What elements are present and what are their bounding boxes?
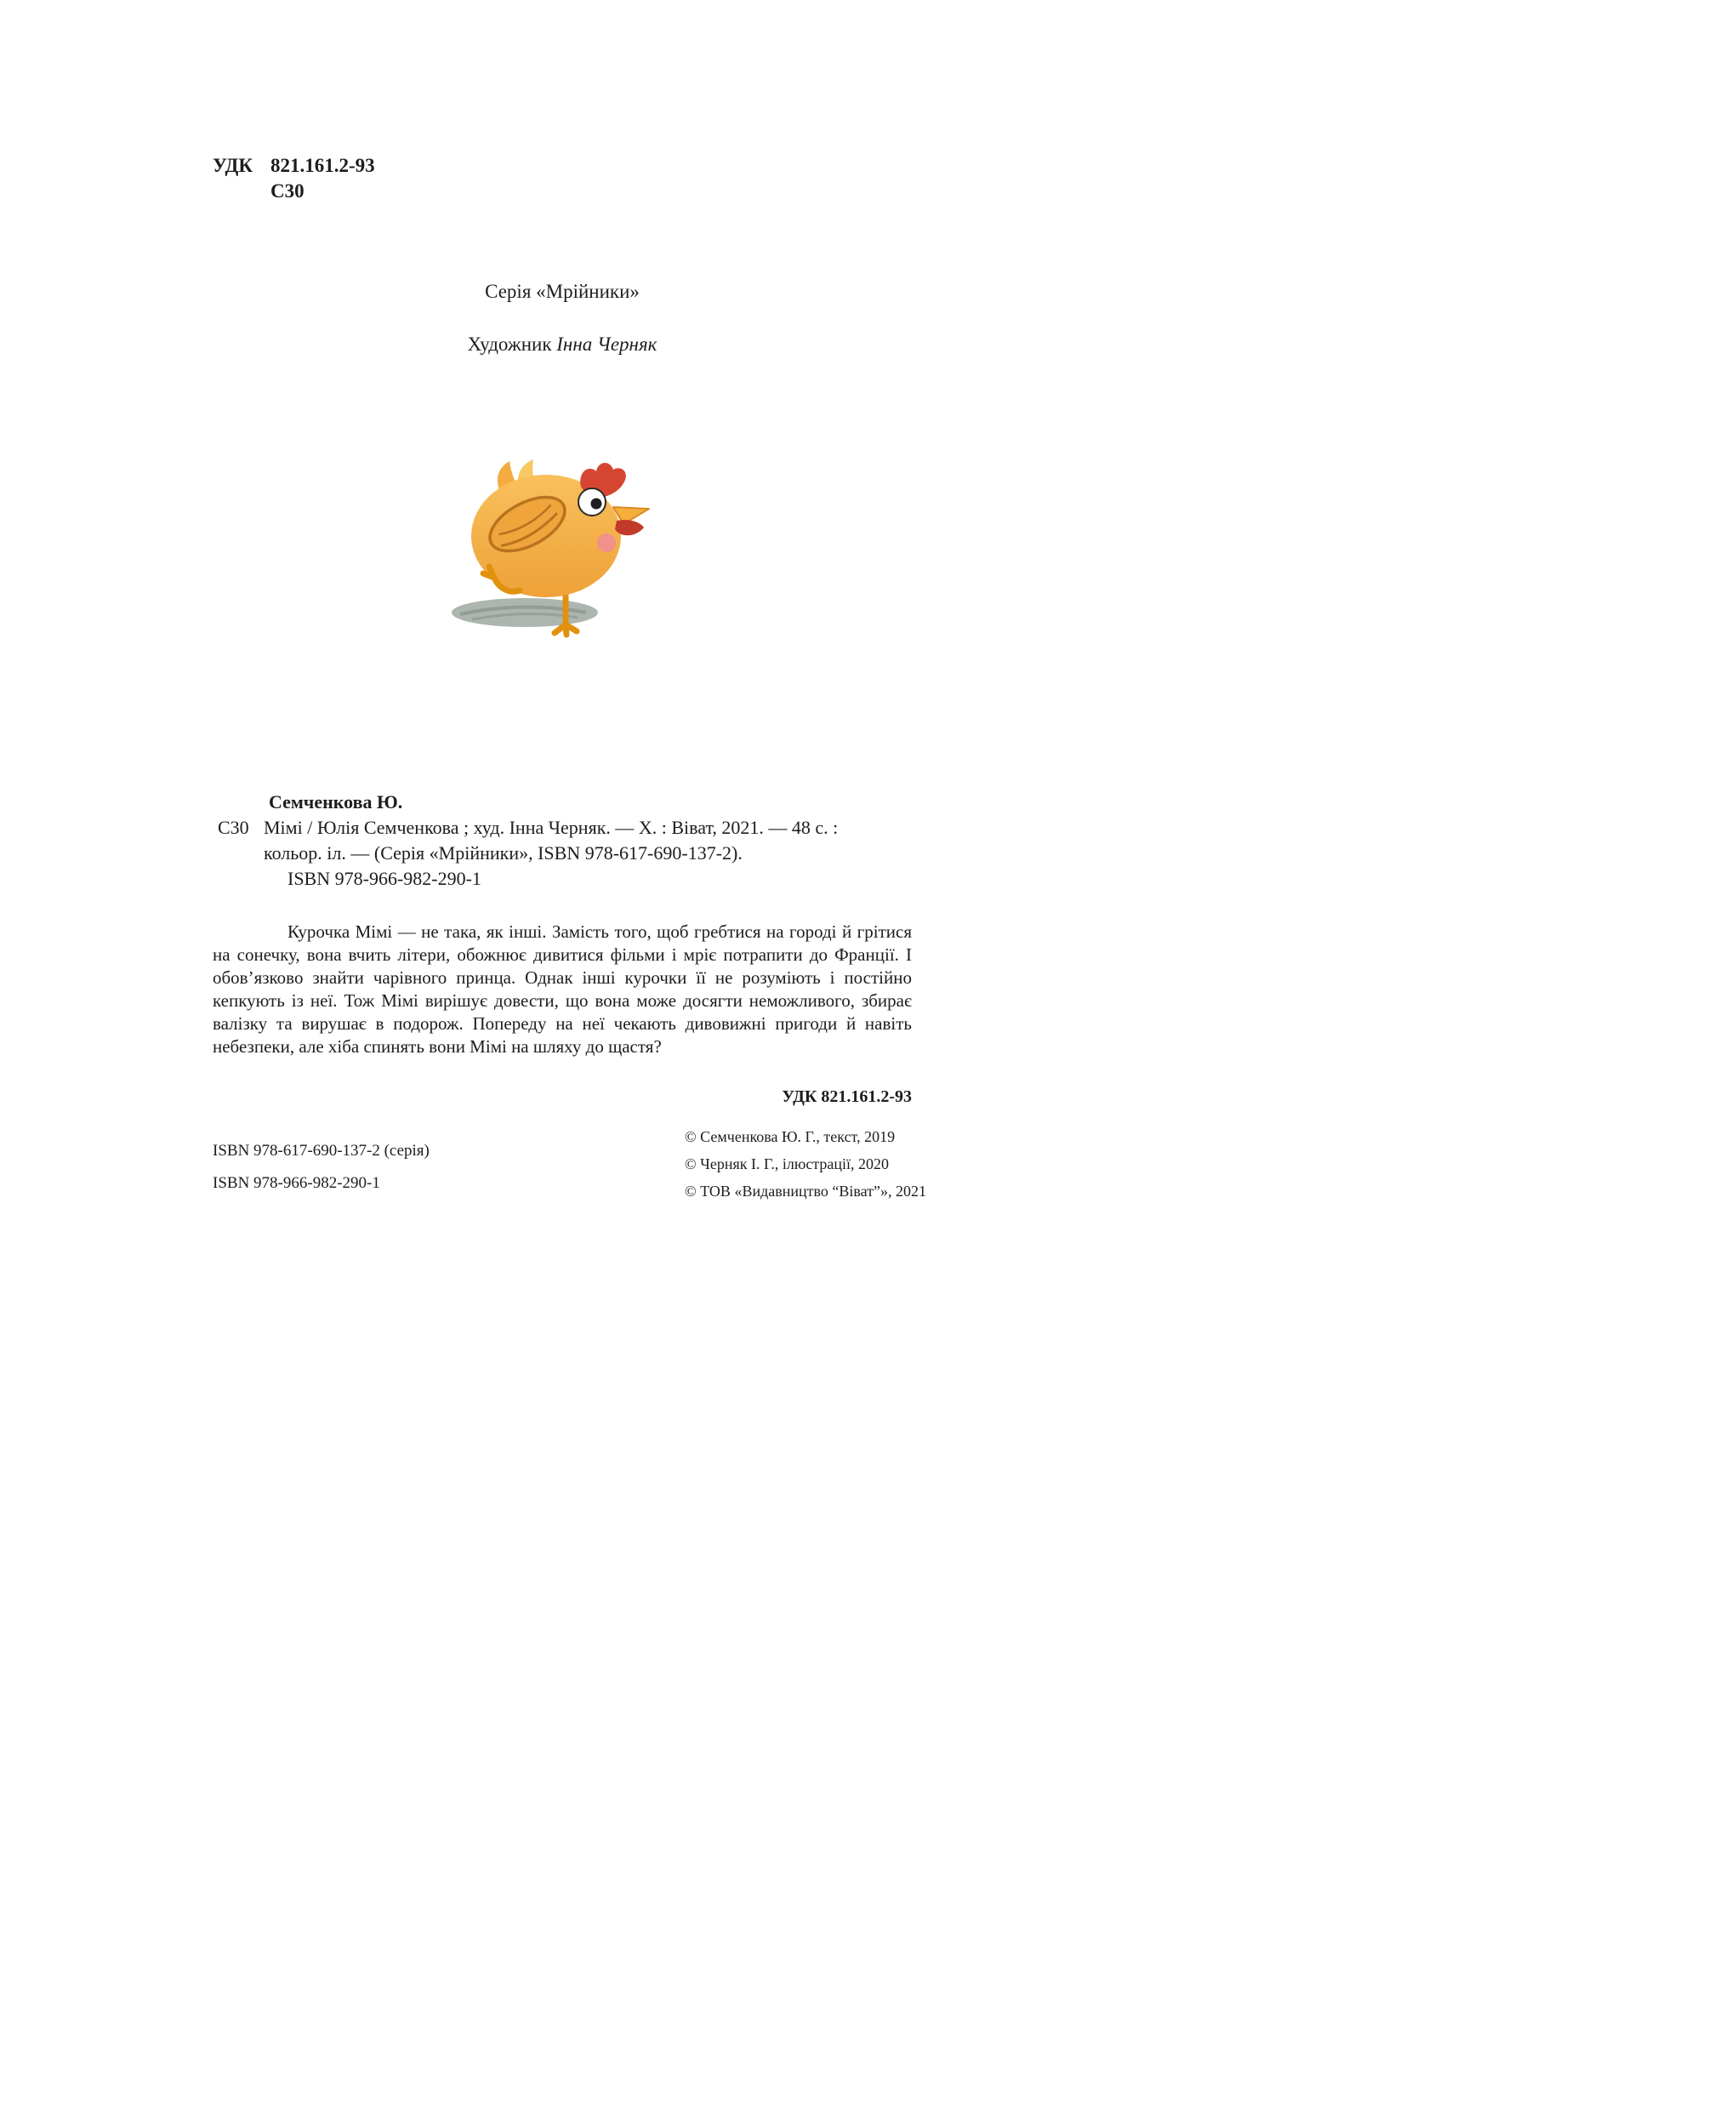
copyright-line-illustrations: © Черняк І. Г., ілюстрації, 2020 (685, 1155, 890, 1172)
isbn-book-line: ISBN 978-966-982-290-1 (213, 1174, 380, 1192)
card-isbn-line: ISBN 978-966-982-290-1 (287, 868, 481, 889)
isbn-block (213, 1135, 430, 1200)
card-margin-code: С30 (218, 817, 249, 838)
card-author-line: Семченкова Ю. (269, 791, 403, 813)
beak (613, 507, 649, 535)
author-code: С30 (270, 180, 305, 202)
udk-top-classification (213, 153, 375, 204)
artist-label: Художник (467, 334, 552, 355)
artist-credit (213, 334, 912, 356)
card-description-line-1: Мімі / Юлія Семченкова ; худ. Інна Черняк. — Х. : Віват, 2021. — 48 с. : (264, 817, 839, 838)
copyright-line-publisher: © ТОВ «Видавництво “Віват”», 2021 (685, 1183, 927, 1200)
copyright-line-text: © Семченкова Ю. Г., текст, 2019 (685, 1128, 896, 1145)
udk-value: 821.161.2-93 (270, 155, 375, 176)
cheek-blush (597, 533, 616, 552)
series-title: Серія «Мрійники» (485, 281, 640, 302)
copyright-block (685, 1123, 926, 1205)
book-annotation: Курочка Мімі — не така, як інші. Замість того, щоб гребтися на городі й грітися на сонечку, вона вчить літери, обожнює дивитися фільми і мріє потрапити до Франції. І обов’язково знайти чарівного принца. Однак інші курочки її не розуміють і постійно кепкують із неї. Тож Мімі вирішує довести, що вона може досягти неможливого, збирає валізку та вирушає в подорож. Попереду на неї чекають дивовижні пригоди й навіть небезпеки, але хіба спинять вони Мімі на шляху до щастя? (213, 921, 912, 1057)
shadow-scribble (452, 598, 598, 627)
udk-label-spacer (213, 179, 270, 204)
isbn-series-line: ISBN 978-617-690-137-2 (серія) (213, 1142, 430, 1160)
udk-bottom-classification: УДК 821.161.2-93 (782, 1087, 912, 1106)
eye (578, 488, 606, 516)
chicken-illustration (438, 458, 659, 653)
card-description-line-2: кольор. іл. — (Серія «Мрійники», ISBN 978-617-690-137-2). (264, 842, 743, 864)
chicken-illustration-svg (438, 458, 659, 653)
udk-label: УДК (213, 155, 253, 176)
catalog-card (213, 790, 912, 892)
artist-name: Інна Черняк (556, 334, 657, 355)
